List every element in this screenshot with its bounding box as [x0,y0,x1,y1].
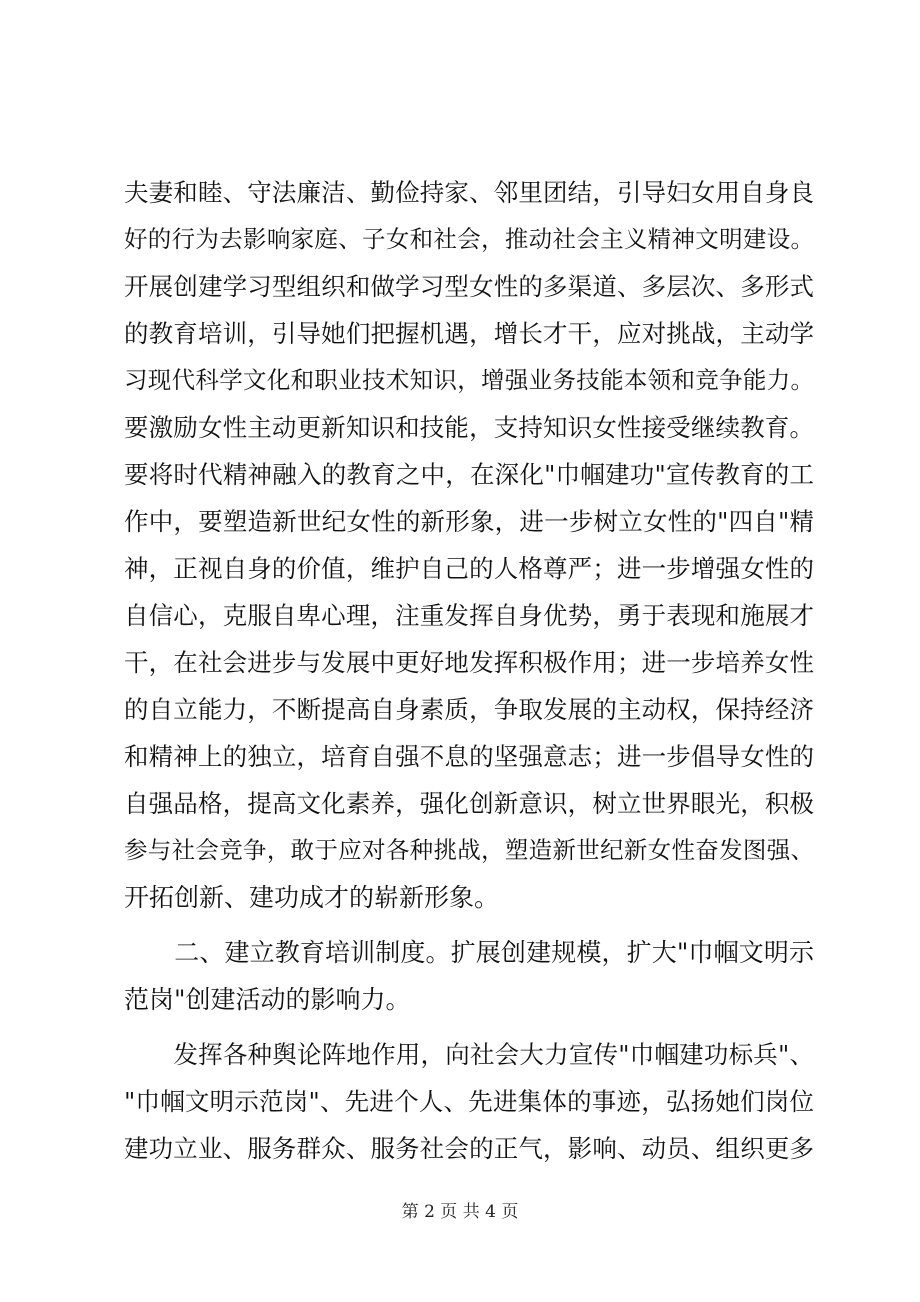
page-number-label: 第 2 页 共 4 页 [401,1202,519,1222]
text-line: 的自立能力，不断提高自身素质，争取发展的主动权，保持经济 [124,695,814,724]
text-line: 神，正视自身的价值，维护自己的人格尊严；进一步增强女性的 [124,554,814,583]
text-line: 开展创建学习型组织和做学习型女性的多渠道、多层次、多形式 [124,272,814,301]
text-line: 要激励女性主动更新知识和技能，支持知识女性接受继续教育。 [124,413,814,442]
text-line: 和精神上的独立，培育自强不息的坚强意志；进一步倡导女性的 [124,742,814,771]
paragraph-gap [124,1023,814,1031]
page-footer [0,1200,920,1224]
text-line: "巾帼文明示范岗"、先进个人、先进集体的事迹，弘扬她们岗位 [124,1087,814,1116]
text-line: 开拓创新、建功成才的崭新形象。 [124,883,500,912]
paragraph-gap [124,921,814,929]
text-line: 自信心，克服自卑心理，注重发挥自身优势，勇于表现和施展才 [124,601,814,630]
body-text [124,169,814,1172]
text-line: 发挥各种舆论阵地作用，向社会大力宣传"巾帼建功标兵"、 [124,1040,814,1069]
paragraph-1 [124,169,814,921]
text-line: 要将时代精神融入的教育之中，在深化"巾帼建功"宣传教育的工 [124,460,814,489]
text-line: 好的行为去影响家庭、子女和社会，推动社会主义精神文明建设。 [124,225,814,253]
paragraph-3 [124,1031,814,1172]
text-line: 自强品格，提高文化素养，强化创新意识，树立世界眼光，积极 [124,789,814,818]
text-line: 夫妻和睦、守法廉洁、勤俭持家、邻里团结，引导妇女用自身良 [124,178,814,207]
text-line: 范岗"创建活动的影响力。 [124,985,411,1014]
text-line: 的教育培训，引导她们把握机遇，增长才干，应对挑战，主动学 [124,319,814,348]
text-line: 参与社会竞争，敢于应对各种挑战，塑造新世纪新女性奋发图强、 [124,836,814,864]
text-line: 习现代科学文化和职业技术知识，增强业务技能本领和竞争能力。 [124,366,814,394]
text-line: 干，在社会进步与发展中更好地发挥积极作用；进一步培养女性 [124,648,814,677]
text-line: 作中，要塑造新世纪女性的新形象，进一步树立女性的"四自"精 [124,507,814,536]
paragraph-2 [124,929,814,1023]
text-line: 建功立业、服务群众、服务社会的正气，影响、动员、组织更多 [124,1134,814,1163]
text-line: 二、建立教育培训制度。扩展创建规模，扩大"巾帼文明示 [124,938,814,967]
